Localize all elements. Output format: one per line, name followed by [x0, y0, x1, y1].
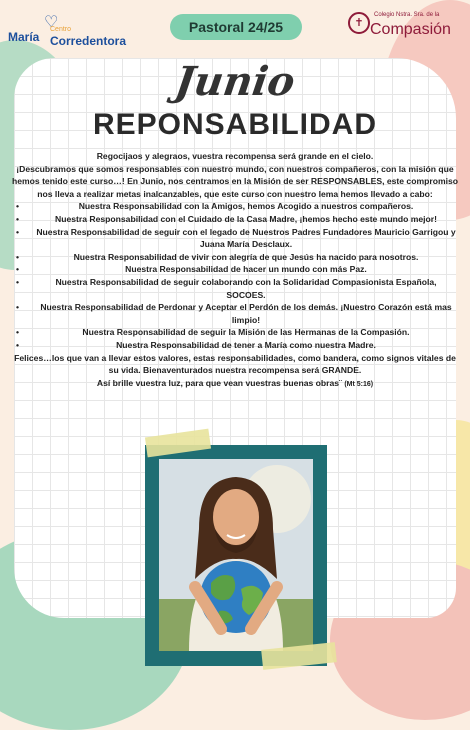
pastoral-badge: Pastoral 24/25: [170, 14, 302, 40]
list-item: [10, 263, 460, 276]
logo-compasion: Compasión: [370, 21, 451, 38]
quote-line: [10, 377, 460, 392]
list-item-text: Nuestra Responsabilidad de seguir la Misión de las Hermanas de la Compasión.: [82, 327, 410, 338]
cross-emblem-icon: ✝: [348, 12, 370, 34]
responsibility-list: [10, 200, 460, 351]
list-item-text: Nuestra Responsabilidad de hacer un mundo con más Paz.: [125, 264, 367, 275]
list-item-text: Nuestra Responsabilidad de tener a María como nuestra Madre.: [116, 339, 376, 350]
quote-citation: (Mt 5:16): [344, 380, 374, 388]
logo-school-name: Colegio Nstra. Sra. de la: [374, 12, 440, 18]
maria-corredentora-logo: [8, 12, 136, 48]
logo-word-centro: Centro: [50, 26, 72, 33]
list-item: [10, 276, 460, 301]
bullet: •: [16, 213, 20, 224]
bullet: •: [16, 302, 20, 313]
list-item: [10, 200, 460, 213]
intro-line: Regocijaos y alegraos, vuestra recompensa será grande en el cielo.: [96, 151, 374, 161]
bullet: •: [16, 327, 20, 338]
list-item-text: Nuestra Responsabilidad de vivir con alegría de que Jesús ha nacido para nosotros.: [73, 251, 419, 262]
heart-icon: ♡: [44, 14, 59, 31]
list-item: [10, 226, 460, 251]
list-item-text: Nuestra Responsabilidad con la Amigos, hemos Acogido a nuestros compañeros.: [78, 201, 414, 212]
list-item-text: Nuestra Responsabilidad de Perdonar y Aceptar el Perdón de los demás. ¡Nuestro Corazón está mas limpio!: [40, 302, 452, 325]
list-item: [10, 213, 460, 226]
bullet: •: [16, 201, 20, 212]
list-item: [10, 251, 460, 264]
list-item-text: Nuestra Responsabilidad con el Cuidado de la Casa Madre, ¡hemos hecho este mundo mejor!: [54, 213, 438, 224]
list-item: [10, 301, 460, 326]
list-item: [10, 339, 460, 352]
closing-paragraph: Felices…los que van a llevar estos valores, estas responsabilidades, como bandera, como signos vitales de su vida. Bienaventurados nuestra recompensa será GRANDE.: [14, 352, 456, 376]
bullet: •: [16, 251, 20, 262]
intro-paragraph: ¡Descubramos que somos responsables con nuestro mundo, con nuestros compañeros, con la misión que hemos tenido este curso…! En Junio, nos centramos en la Misión de ser RESPONSABLES, este compromiso nos lleva a realizar metas inalcanzables, que este curso con nuestro lema hemos llevado a cabo:: [11, 163, 459, 199]
list-item-text: Nuestra Responsabilidad de seguir con el legado de Nuestros Padres Fundadores Mauricio Garrigou y Juana María Desclaux.: [36, 226, 456, 250]
list-item-text: Nuestra Responsabilidad de seguir colaborando con la Solidaridad Compasionista Española, SOCOES.: [55, 276, 437, 300]
page-title: REPONSABILIDAD: [92, 108, 377, 141]
body-text: [10, 150, 460, 391]
month-heading: Junio: [172, 58, 298, 105]
list-item: [10, 326, 460, 339]
bullet: •: [16, 264, 20, 275]
bullet: •: [16, 276, 20, 287]
quote-text: Así brille vuestra luz, para que vean vuestras buenas obras¨: [96, 377, 342, 388]
logo-word-corredentora: Corredentora: [50, 34, 127, 48]
jesus-hugging-earth-illustration: [159, 459, 313, 651]
compasion-logo: [348, 10, 464, 44]
bullet: •: [16, 339, 20, 350]
bullet: •: [16, 226, 20, 237]
logo-word-maria: María: [8, 30, 40, 44]
